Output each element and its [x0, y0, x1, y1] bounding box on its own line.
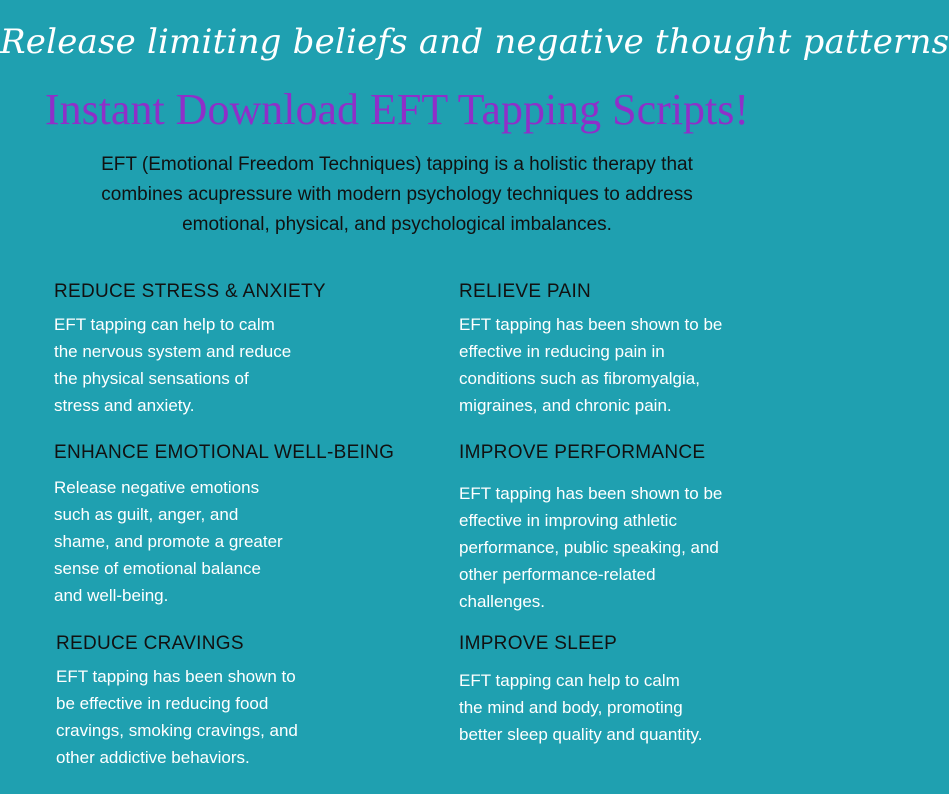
feature-title: RELIEVE PAIN [459, 281, 592, 302]
feature-text-line: other performance-related [459, 565, 656, 584]
feature-text-line: cravings, smoking cravings, and [56, 721, 298, 740]
feature-title: IMPROVE SLEEP [459, 633, 618, 654]
feature-text-line: the physical sensations of [54, 369, 249, 388]
feature-reduce-cravings [56, 633, 386, 771]
feature-text-line: EFT tapping has been shown to be [459, 315, 723, 334]
feature-text-line: EFT tapping can help to calm [459, 671, 680, 690]
feature-text-line: challenges. [459, 592, 546, 611]
feature-text-line: effective in reducing pain in [459, 342, 665, 361]
feature-text-line: stress and anxiety. [54, 396, 195, 415]
feature-text-line: EFT tapping has been shown to [56, 667, 296, 686]
tagline: Release limiting beliefs and negative thought patterns [0, 22, 949, 62]
feature-text-line: other addictive behaviors. [56, 748, 250, 767]
feature-improve-performance [459, 442, 779, 615]
feature-emotional-well-being [54, 442, 414, 609]
feature-relieve-pain [459, 281, 779, 419]
feature-text-line: EFT tapping can help to calm [54, 315, 275, 334]
feature-text-line: effective in improving athletic [459, 511, 677, 530]
feature-text-line: EFT tapping has been shown to be [459, 484, 723, 503]
feature-text-line: better sleep quality and quantity. [459, 725, 703, 744]
feature-text-line: performance, public speaking, and [459, 538, 719, 557]
feature-title: IMPROVE PERFORMANCE [459, 442, 706, 463]
feature-reduce-stress [54, 281, 384, 419]
feature-title: REDUCE CRAVINGS [56, 633, 244, 654]
feature-text-line: sense of emotional balance [54, 559, 261, 578]
feature-title: ENHANCE EMOTIONAL WELL-BEING [54, 442, 395, 463]
headline: Instant Download EFT Tapping Scripts! [44, 85, 750, 134]
feature-text-line: the nervous system and reduce [54, 342, 292, 361]
feature-text-line: migraines, and chronic pain. [459, 396, 672, 415]
feature-improve-sleep [459, 633, 779, 748]
feature-title: REDUCE STRESS & ANXIETY [54, 281, 326, 302]
feature-text-line: be effective in reducing food [56, 694, 269, 713]
feature-text-line: the mind and body, promoting [459, 698, 683, 717]
feature-text-line: conditions such as fibromyalgia, [459, 369, 700, 388]
intro-paragraph: EFT (Emotional Freedom Techniques) tapping is a holistic therapy that combines acupressure with modern psychology techniques to address emotional, physical, and psychological imbalances. [101, 154, 693, 235]
feature-text-line: Release negative emotions [54, 478, 260, 497]
feature-text-line: such as guilt, anger, and [54, 505, 239, 524]
feature-text-line: and well-being. [54, 586, 169, 605]
feature-text-line: shame, and promote a greater [54, 532, 283, 551]
